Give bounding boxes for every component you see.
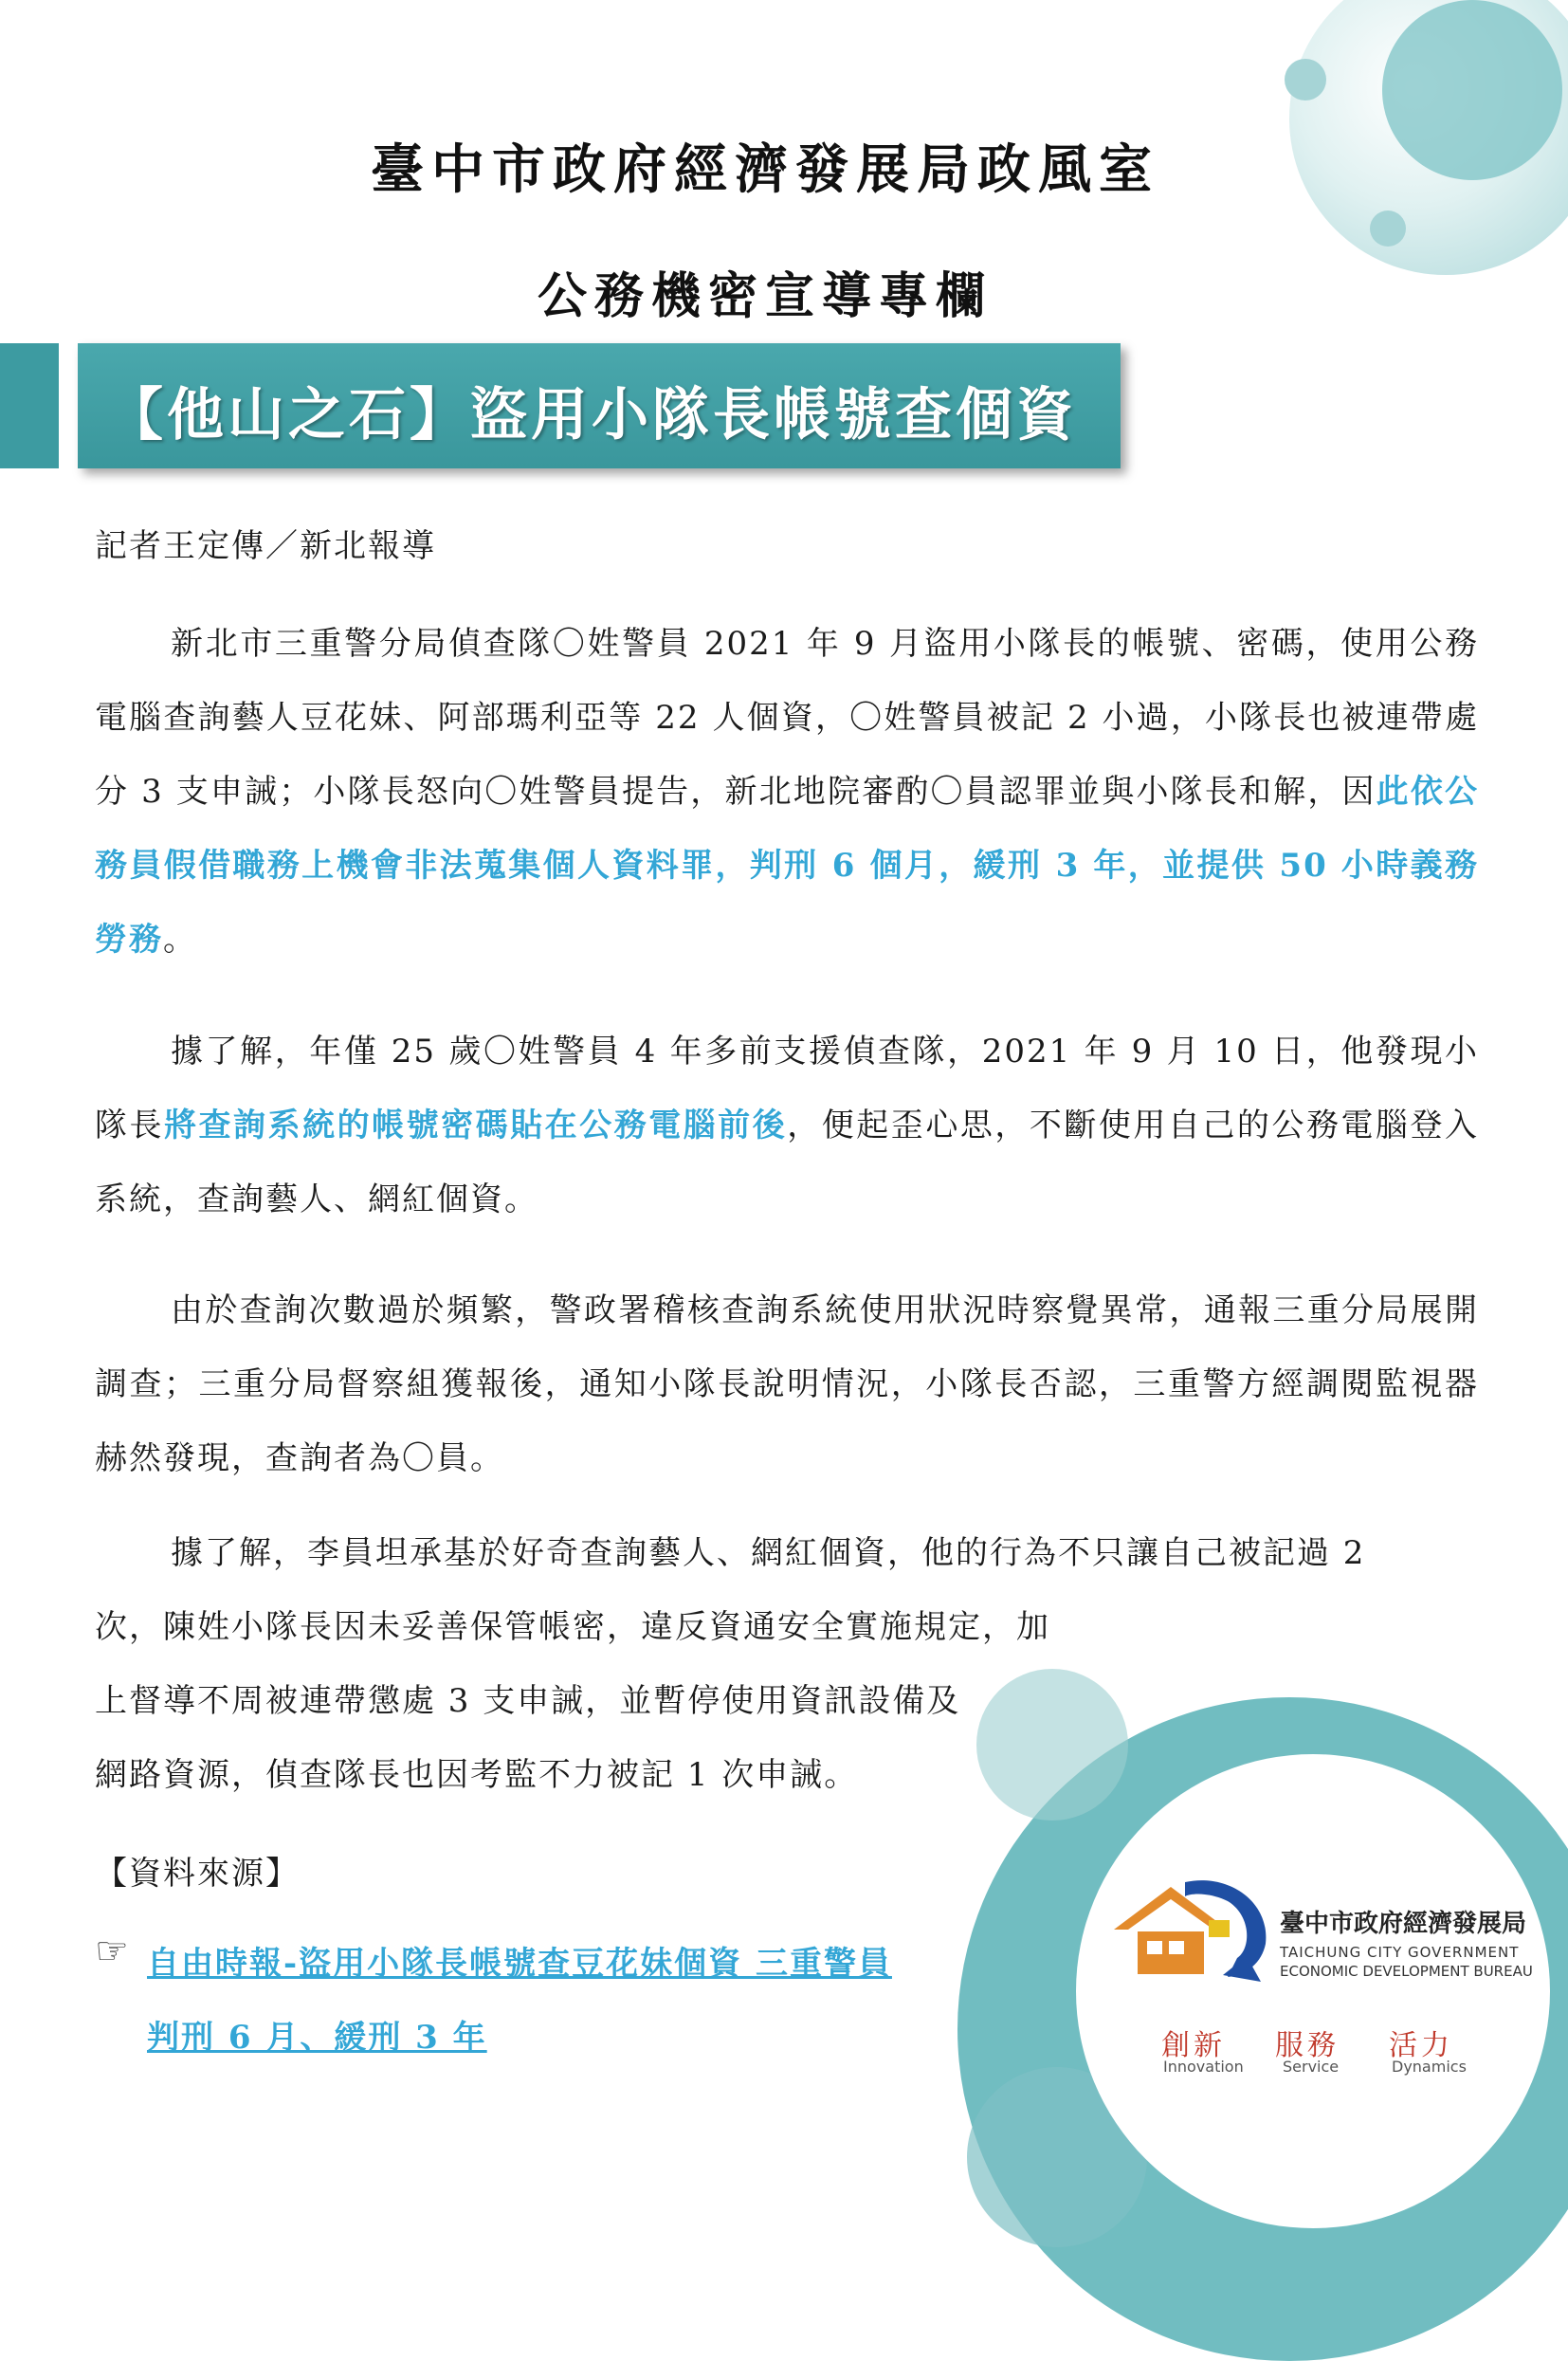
decor-dot-2 [1370, 210, 1406, 247]
headline-banner [78, 343, 1121, 468]
source-label: 【資料來源】 [95, 1855, 300, 1893]
pointing-hand-icon: ☞ [95, 1930, 129, 1973]
motto-service-zh: 服務 [1275, 2029, 1340, 2062]
paragraph-2-start: 據了解，年僅 25 歲〇姓警員 4 年多前支援偵查隊，2021 年 9 月 10 日，他發現小隊長 [95, 1033, 1479, 1144]
page-title-line1: 臺中市政府經濟發展局政風室 [371, 139, 1159, 201]
source-link-line-2[interactable]: 判刑 6 月、緩刑 3 年 [147, 2019, 487, 2057]
motto-innovation-en: Innovation [1163, 2058, 1244, 2076]
paragraph-1-highlight: 此依公務員假借職務上機會非法蒐集個人資料罪，判刑 6 個月，緩刑 3 年，並提供 50 小時義務勞務 [95, 773, 1480, 959]
paragraph-2 [95, 1015, 1479, 1236]
banner-accent-block [0, 343, 59, 468]
decor-circle-bottom-soft [976, 1669, 1128, 1821]
motto-dynamics-zh: 活力 [1389, 2029, 1453, 2062]
page-title-line2: 公務機密宣導專欄 [537, 268, 993, 325]
headline-text: 【他山之石】盜用小隊長帳號查個資 [106, 382, 1077, 448]
paragraph-4-line-2: 次，陳姓小隊長因未妥善保管帳密，違反資通安全實施規定，加 [95, 1608, 1050, 1646]
decor-dot-1 [1285, 59, 1326, 101]
paragraph-4-line-1: 據了解，李員坦承基於好奇查詢藝人、網紅個資，他的行為不只讓自己被記過 2 [171, 1534, 1366, 1572]
logo-background-circle [1076, 1754, 1550, 2228]
motto-innovation-zh: 創新 [1161, 2029, 1226, 2062]
source-link-line-1[interactable]: 自由時報-盜用小隊長帳號查豆花妹個資 三重警員 [147, 1945, 892, 1983]
org-name-en-line1: TAICHUNG CITY GOVERNMENT [1280, 1944, 1520, 1961]
paragraph-1-text: 新北市三重警分局偵查隊〇姓警員 2021 年 9 月盜用小隊長的帳號、密碼，使用公務電腦查詢藝人豆花妹、阿部瑪利亞等 22 人個資，〇姓警員被記 2 小過，小隊長也被連帶處分 3 支申誡；小隊長怒向〇姓警員提告，新北地院審酌〇員認罪並與小隊長和解，因 [95, 625, 1479, 811]
paragraph-2-highlight: 將查詢系統的帳號密碼貼在公務電腦前後 [164, 1107, 788, 1144]
paragraph-4-line-4: 網路資源，偵查隊長也因考監不力被記 1 次申誡。 [95, 1756, 859, 1794]
paragraph-4-line-3: 上督導不周被連帶懲處 3 支申誡，並暫停使用資訊設備及 [95, 1682, 961, 1720]
org-name-en-line2: ECONOMIC DEVELOPMENT BUREAU [1280, 1963, 1533, 1980]
org-name-zh: 臺中市政府經濟發展局 [1280, 1910, 1527, 1938]
motto-dynamics-en: Dynamics [1392, 2058, 1467, 2076]
paragraph-2-end: ，便起歪心思，不斷使用自己的公務電腦登入系統，查詢藝人、網紅個資。 [95, 1107, 1480, 1218]
bureau-logo-icon [1095, 1863, 1275, 1986]
paragraph-3: 由於查詢次數過於頻繁，警政署稽核查詢系統使用狀況時察覺異常，通報三重分局展開調查；三重分局督察組獲報後，通知小隊長說明情況，小隊長否認，三重警方經調閱監視器赫然發現，查詢者為〇員。 [95, 1291, 1479, 1477]
motto-service-en: Service [1283, 2058, 1340, 2076]
byline: 記者王定傳／新北報導 [95, 527, 436, 565]
paragraph-1 [95, 607, 1479, 977]
paragraph-1-end: 。 [163, 921, 197, 959]
